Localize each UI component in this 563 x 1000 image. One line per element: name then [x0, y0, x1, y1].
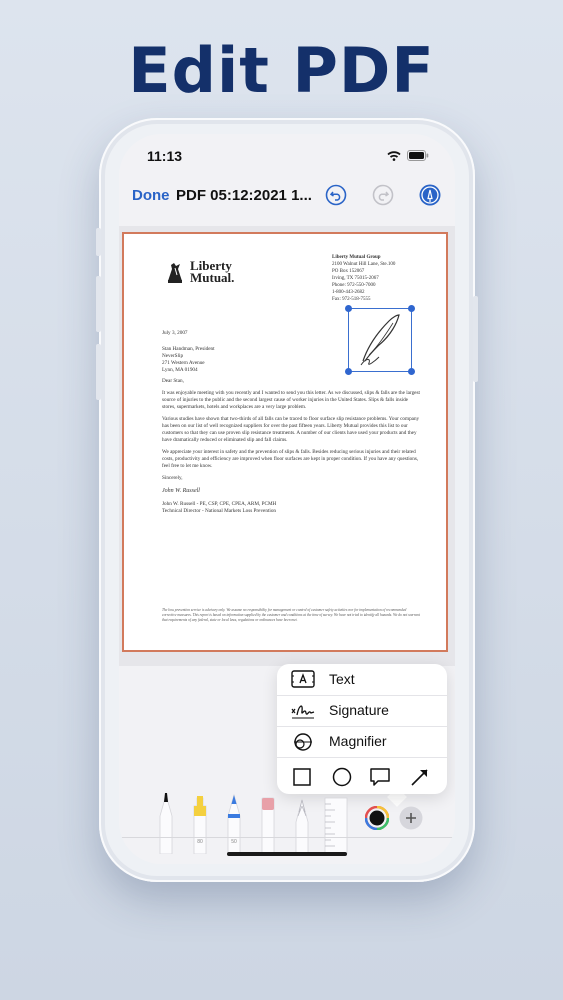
logo-line1: Liberty: [190, 258, 232, 273]
document-viewer[interactable]: [119, 226, 455, 666]
sender-address: [332, 254, 432, 303]
sender-line4: Phone: 972-550-7000: [332, 283, 376, 288]
pdf-page[interactable]: [122, 232, 448, 652]
recipient-line4: Lynn, MA 01904: [162, 367, 198, 373]
company-logo: [166, 260, 234, 284]
toolbar-divider: [119, 837, 455, 838]
markup-toolbar: [119, 774, 455, 854]
highlighter-size: 80: [197, 839, 203, 845]
color-picker-icon[interactable]: [365, 806, 389, 830]
highlighter-tool-icon[interactable]: [191, 792, 209, 854]
volume-up-button: [96, 276, 101, 332]
sender-name: Liberty Mutual Group: [332, 255, 381, 260]
sender-line6: Fax: 972-518-7555: [332, 297, 371, 302]
pencil-tool-icon[interactable]: [225, 792, 243, 854]
menu-item-signature-label: Signature: [329, 702, 389, 718]
handwritten-signature: John W. Russell: [162, 488, 200, 494]
eraser-tool-icon[interactable]: [259, 792, 277, 854]
headline: Edit PDF: [128, 34, 435, 107]
home-indicator[interactable]: [227, 852, 347, 856]
sender-line5: 1-800-443-2682: [332, 290, 365, 295]
sender-line2: PO Box 152067: [332, 269, 365, 274]
volume-down-button: [96, 344, 101, 400]
text-box-icon: [291, 670, 315, 690]
ruler-tool-icon[interactable]: [323, 792, 349, 854]
menu-item-signature[interactable]: [277, 695, 447, 727]
signature-icon: [291, 701, 315, 721]
letter-body: [162, 330, 420, 515]
sender-line3: Irving, TX 75015-2067: [332, 276, 379, 281]
signer-line2: Technical Director - National Markets Loss Prevention: [162, 508, 277, 514]
recipient-line1: Stan Handman, President: [162, 346, 215, 352]
menu-item-magnifier[interactable]: [277, 726, 447, 758]
menu-item-text-label: Text: [329, 671, 355, 687]
letter-date: July 3, 2007: [162, 330, 188, 336]
sender-line1: 2100 Walnut Hill Lane, Ste.100: [332, 262, 396, 267]
phone-frame: [99, 118, 475, 882]
wifi-icon: [387, 151, 401, 161]
document-title: PDF 05:12:2021 1...: [176, 187, 312, 204]
navigation-bar: [119, 184, 455, 220]
battery-icon: [407, 150, 429, 161]
recipient-line2: NeverSlip: [162, 353, 184, 359]
liberty-statue-icon: [166, 261, 186, 283]
signer-line1: John W. Russell - PE, CSP, CPE, CPEA, ARM, PCMH: [162, 501, 277, 507]
letter-paragraph-1: It was enjoyable meeting with you recently and I wanted to send you this letter. As we discussed, slips & falls are the largest source of injuries to the public and the second largest cause of worker injuries in the United States. Slips & falls inside stores, supermarkets, hotels and workplaces are a very large problem.: [162, 390, 420, 410]
letter-paragraph-3: We appreciate your interest in safety and the prevention of slips & falls. Besides reducing serious injuries and their related costs, productivity and efficiency are improved when floor surfaces are kept in proper condition. If you have any questions, feel free to let me know.: [162, 449, 419, 469]
letter-greeting: Dear Stan,: [162, 378, 184, 384]
letter-footnote: The loss prevention service is advisory only. We assume no responsibility for management or control of customer safety activities nor for implementation of recommended corrective measures. This report is based on information supplied by the customer and conditions at the time of survey. We have not tried to identify all hazards. We do not warrant that requirements of any federal, state or local laws, regulations or ordinances have been met.: [162, 608, 420, 622]
power-button: [473, 296, 478, 382]
resize-handle-top-right[interactable]: [408, 305, 415, 312]
menu-item-magnifier-label: Magnifier: [329, 733, 387, 749]
lasso-tool-icon[interactable]: [293, 792, 311, 854]
resize-handle-top-left[interactable]: [345, 305, 352, 312]
add-icon[interactable]: [399, 806, 423, 830]
status-bar: [119, 134, 455, 178]
letter-paragraph-2: Various studies have shown that two-thirds of all falls can be traced to floor surface slip resistance problems. Your company has been on our list of well recognized suppliers for over the past fifteen years. Liberty Mutual provides this list to our customers so that they can use proven slip resistance treatments. A number of our clients have used your products and they have dramatically reduced or eliminated slip and fall claims.: [162, 416, 420, 443]
logo-line2: Mutual.: [190, 270, 235, 285]
mute-switch: [96, 228, 101, 256]
app-screen: [119, 134, 455, 864]
recipient-line3: 271 Western Avenue: [162, 360, 205, 366]
status-time: 11:13: [147, 148, 183, 164]
markup-pen-icon[interactable]: [419, 184, 441, 206]
done-button[interactable]: Done: [132, 187, 170, 204]
pen-tool-icon[interactable]: [157, 792, 175, 854]
pencil-size: 50: [231, 839, 237, 845]
redo-icon[interactable]: [372, 184, 394, 206]
menu-item-text[interactable]: [277, 664, 447, 696]
status-icons: [387, 150, 429, 161]
undo-icon[interactable]: [325, 184, 347, 206]
magnifier-icon: [291, 732, 315, 752]
letter-closing: Sincerely,: [162, 475, 183, 481]
